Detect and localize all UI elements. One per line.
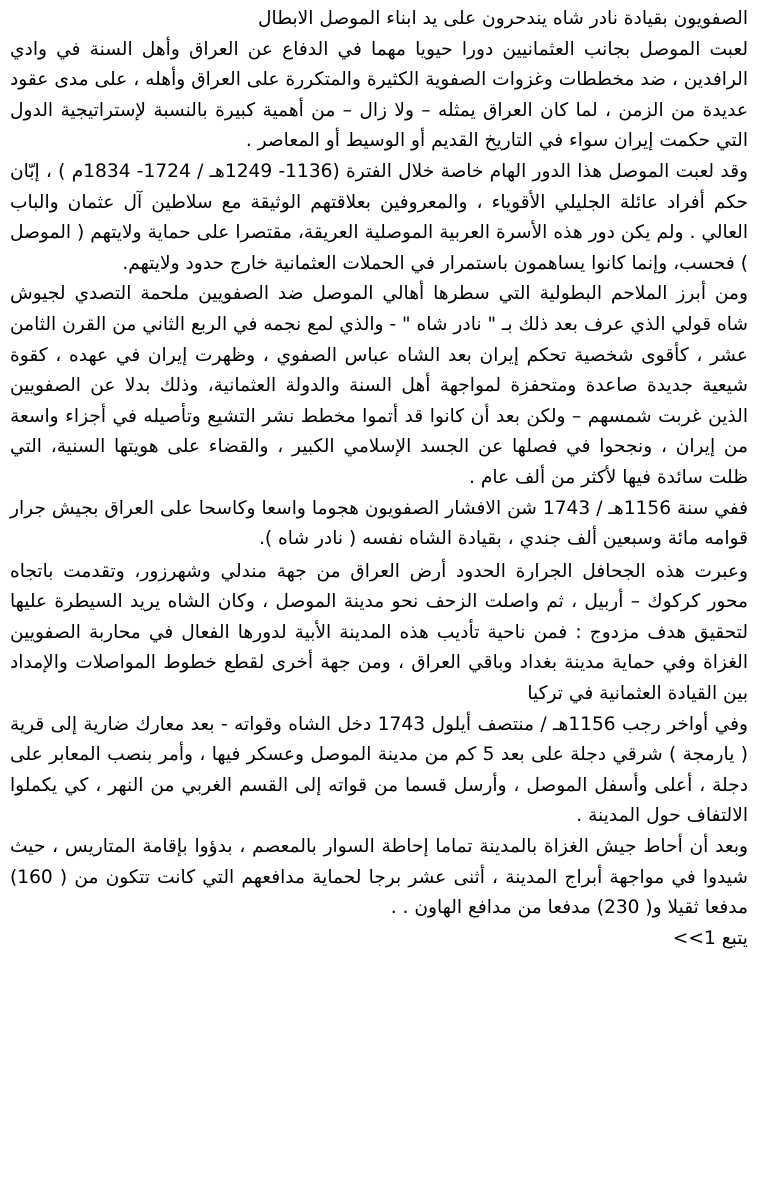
paragraph-1743-attack: ففي سنة 1156هـ / 1743 شن الافشار الصفويون هجوما واسعا وكاسحا على العراق بجيش جرار قوامه مائة وسبعين ألف جندي ، بقيادة الشاه نفسه ( نادر شاه ). [10, 497, 748, 550]
paragraph-jalili-period: وقد لعبت الموصل هذا الدور الهام خاصة خلال الفترة (1136- 1249هـ / 1724- 1834م ) ، إبّان حكم أفراد عائلة الجليلي الأقوياء ، والمعروفين بعلاقتهم الوثيقة مع سلاطين آل عثمان والباب العالي . ولم يكن دور هذه الأسرة العربية الموصلية العريقة، مقتصرا على حماية ولايتهم ( الموصل ) فحسب، وإنما كانوا يساهمون باستمرار في الحملات العثمانية خارج حدود ولايتهم. [10, 160, 748, 274]
document-title-line: الصفويون بقيادة نادر شاه يندحرون على يد ابناء الموصل الابطال [258, 8, 748, 29]
paragraph-advance-to-mosul: وعبرت هذه الجحافل الجرارة الحدود أرض العراق من جهة مندلي وشهرزور، وتقدمت باتجاه محور كركوك – أربيل ، ثم واصلت الزحف نحو مدينة الموصل ، وكان الشاه يريد السيطرة عليها لتحقيق هدف مزدوج : فمن ناحية تأديب هذه المدينة الأبية لدورها الفعال في محاربة الصفويين الغزاة وفي حماية مدينة بغداد وباقي العراق ، ومن جهة أخرى لقطع خطوط المواصلات والإمداد بين القيادة العثمانية في تركيا [10, 560, 748, 705]
paragraph-yarimja-camp: وفي أواخر رجب 1156هـ / منتصف أيلول 1743 دخل الشاه وقواته - بعد معارك ضارية إلى قرية ( يارمجة ) شرقي دجلة على بعد 5 كم من مدينة الموصل وعسكر فيها ، وأمر بنصب المعابر على دجلة ، أعلى وأسفل الموصل ، وأرسل قسما من قواته إلى القسم الغربي من النهر ، كي يكملوا الالتفاف حول المدينة . [10, 713, 748, 827]
paragraph-siege-towers: وبعد أن أحاط جيش الغزاة بالمدينة تماما إحاطة السوار بالمعصم ، بدؤوا بإقامة المتاريس ، حيث شيدوا في مواجهة أبراج المدينة ، أثنى عشر برجا لحماية مدافعهم التي كانت تتكون من ( 160) مدفعا ثقيلا و( 230) مدفعا من مدافع الهاون . . [10, 836, 748, 919]
paragraph-nader-shah: ومن أبرز الملاحم البطولية التي سطرها أهالي الموصل ضد الصفويين ملحمة التصدي لجيوش شاه قولي الذي عرف بعد ذلك بـ " نادر شاه " - والذي لمع نجمه في الربع الثاني من القرن الثامن عشر ، كأقوى شخصية تحكم إيران بعد الشاه عباس الصفوي ، وظهرت إيران في عهده ، كقوة شيعية جديدة صاعدة ومتحفزة لمواجهة أهل السنة والدولة العثمانية، وذلك بدلا عن الصفويين الذين غربت شمسهم – ولكن بعد أن كانوا قد أتموا مخطط نشر التشيع وتأصيله في أجزاء واسعة من إيران ، ونجحوا في فصلها عن الجسد الإسلامي الكبير ، والقضاء على هويتها السنية، التي ظلت سائدة فيها لأكثر من ألف عام . [10, 283, 748, 488]
to-be-continued-note: يتبع 1>> [672, 927, 748, 949]
paragraph-mosul-role: لعبت الموصل بجانب العثمانيين دورا حيويا مهما في الدفاع عن العراق وأهل السنة في وادي الرافدين ، ضد مخططات وغزوات الصفوية الكثيرة والمتكررة على العراق وأهله ، على مدى عقود عديدة من الزمن ، لما كان العراق يمثله – ولا زال – من أهمية كبيرة بالنسبة لإستراتيجية الدول التي حكمت إيران سواء في التاريخ القديم أو الوسيط أو المعاصر . [10, 38, 748, 152]
